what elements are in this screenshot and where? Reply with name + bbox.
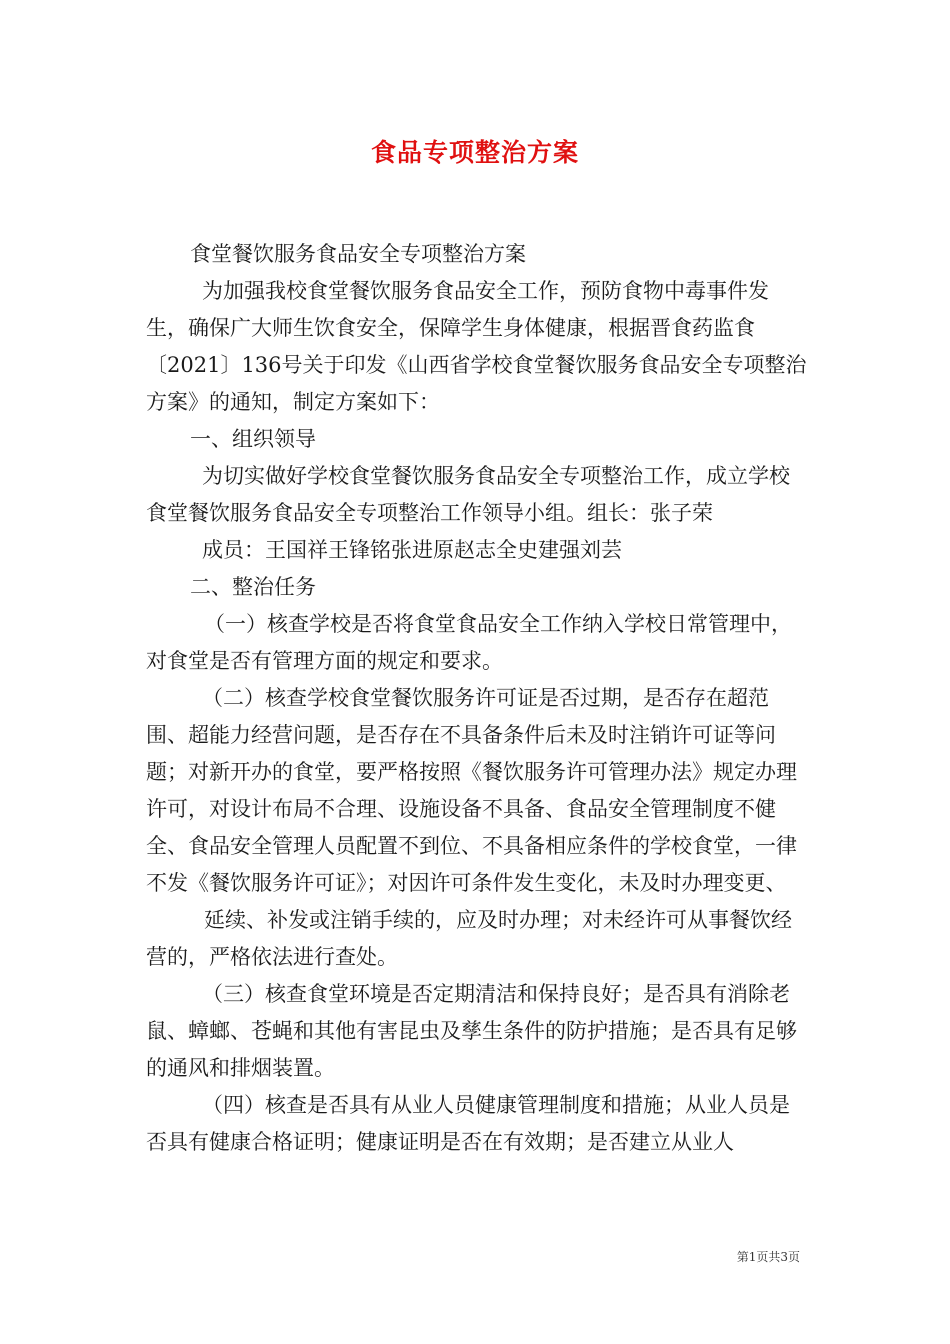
paragraph: 为切实做好学校食堂餐饮服务食品安全专项整治工作，成立学校食堂餐饮服务食品安全专项整治工作领导小组。组长：张子荣 bbox=[146, 464, 790, 525]
paragraph: （四）核查是否具有从业人员健康管理制度和措施；从业人员是否具有健康合格证明；健康证明是否在有效期；是否建立从业人 bbox=[146, 1093, 790, 1154]
paragraph: （二）核查学校食堂餐饮服务许可证是否过期，是否存在超范围、超能力经营问题，是否存在不具备条件后未及时注销许可证等问题；对新开办的食堂，要严格按照《餐饮服务许可管理办法》规定办理许可，对设计布局不合理、设施设备不具备、食品安全管理制度不健全、食品安全管理人员配置不到位、不具备相应条件的学校食堂，一律不发《餐饮服务许可证》；对因许可条件发生变化，未及时办理变更、 bbox=[146, 686, 797, 895]
document-body bbox=[146, 236, 810, 1161]
paragraph: （一）核查学校是否将食堂食品安全工作纳入学校日常管理中，对食堂是否有管理方面的规定和要求。 bbox=[146, 612, 792, 673]
paragraph: 延续、补发或注销手续的，应及时办理；对未经许可从事餐饮经营的，严格依法进行查处。 bbox=[146, 908, 792, 969]
paragraph: 一、组织领导 bbox=[190, 427, 316, 451]
document-title: 食品专项整治方案 bbox=[370, 138, 579, 167]
paragraph: 为加强我校食堂餐饮服务食品安全工作，预防食物中毒事件发生，确保广大师生饮食安全，保障学生身体健康，根据晋食药监食〔2021〕136号关于印发《山西省学校食堂餐饮服务食品安全专项整治方案》的通知，制定方案如下： bbox=[146, 279, 807, 414]
page-number: 第1页共3页 bbox=[736, 1250, 800, 1264]
paragraph: 二、整治任务 bbox=[190, 575, 316, 599]
paragraph: 食堂餐饮服务食品安全专项整治方案 bbox=[190, 242, 526, 266]
paragraph: 成员：王国祥王锋铭张进原赵志全史建强刘芸 bbox=[202, 538, 622, 562]
paragraph: （三）核查食堂环境是否定期清洁和保持良好；是否具有消除老鼠、蟑螂、苍蝇和其他有害昆虫及孳生条件的防护措施；是否具有足够的通风和排烟装置。 bbox=[146, 982, 797, 1080]
